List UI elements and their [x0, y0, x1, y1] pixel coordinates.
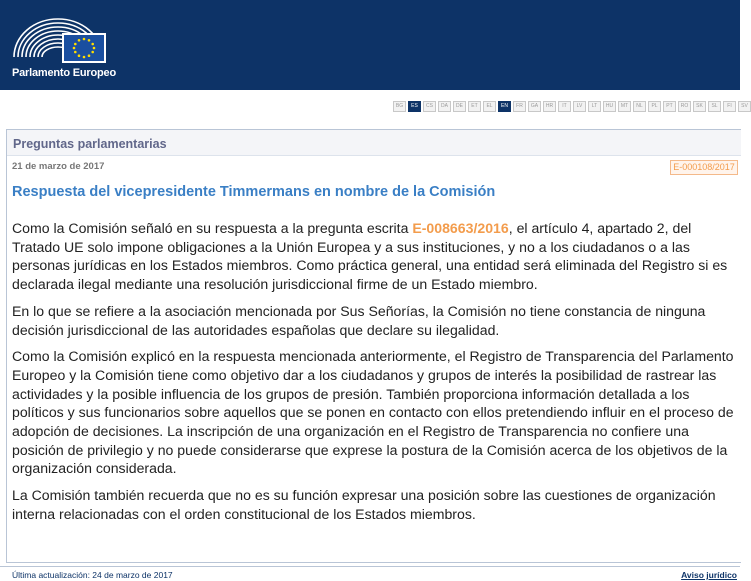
paragraph-2: En lo que se refiere a la asociación mencionada por Sus Señorías, la Comisión no tiene constancia de ninguna decisión jurisdiccional de las autoridades españolas que declare su ilegalidad. [12, 302, 706, 338]
paragraph-3: Como la Comisión explicó en la respuesta mencionada anteriormente, el Registro de Transparencia del Parlamento Europeo y la Comisión tiene como objetivo dar a los ciudadanos y grupos de interés la posibilidad de rastrear las actividades y la posible influencia de los grupos de presión. También proporciona información detallada a los políticos y sus funcionarios sobre aquellos que se ponen en contacto con ellos pretendiendo influir en el proceso de adopción de decisiones. La inscripción de una organización en el Registro de Transparencia no confiere una posición de privilegio y no puede considerarse que exprese la postura de la Comisión acerca de los objetivos de la organización considerada. [12, 348, 734, 477]
page-footer [0, 566, 740, 581]
legal-notice-link[interactable]: Aviso jurídico [681, 570, 737, 580]
lang-sl-button[interactable]: SL [708, 101, 721, 112]
lang-lt-button[interactable]: LT [588, 101, 601, 112]
answer-title: Respuesta del vicepresidente Timmermans en nombre de la Comisión [12, 184, 496, 200]
language-selector [393, 101, 751, 112]
lang-el-button[interactable]: EL [483, 101, 496, 112]
section-header [7, 130, 741, 156]
lang-sv-button[interactable]: SV [738, 101, 751, 112]
referenced-question-link[interactable]: E-008663/2016 [412, 220, 509, 236]
lang-de-button[interactable]: DE [453, 101, 466, 112]
paragraph-1-start: Como la Comisión señaló en su respuesta a la pregunta escrita [12, 220, 413, 236]
org-name: Parlamento Europeo [12, 67, 116, 79]
lang-sk-button[interactable]: SK [693, 101, 706, 112]
lang-hr-button[interactable]: HR [543, 101, 556, 112]
lang-it-button[interactable]: IT [558, 101, 571, 112]
lang-nl-button[interactable]: NL [633, 101, 646, 112]
lang-ro-button[interactable]: RO [678, 101, 691, 112]
lang-pt-button[interactable]: PT [663, 101, 676, 112]
last-update-text: Última actualización: 24 de marzo de 2017 [12, 570, 173, 580]
lang-lv-button[interactable]: LV [573, 101, 586, 112]
paragraph-1-end: , el artículo 4, apartado 2, del Tratado UE solo impone obligaciones a la Unión Europea y a sus instituciones, y no a los ciudadanos o a las personas jurídicas en los Estados miembros. Como práctica general, una entidad será eliminada del Registro si es declarada ilegal mediante una resolución jurisdiccional firme de un Estado miembro. [12, 220, 728, 293]
lang-da-button[interactable]: DA [438, 101, 451, 112]
section-title: Preguntas parlamentarias [13, 137, 167, 151]
lang-cs-button[interactable]: CS [423, 101, 436, 112]
lang-es-button[interactable]: ES [408, 101, 421, 112]
lang-hu-button[interactable]: HU [603, 101, 616, 112]
lang-et-button[interactable]: ET [468, 101, 481, 112]
question-reference-badge[interactable]: E-000108/2017 [670, 160, 738, 175]
paragraph-1 [12, 219, 738, 294]
answer-date: 21 de marzo de 2017 [12, 161, 105, 172]
lang-ga-button[interactable]: GA [528, 101, 541, 112]
paragraph-4: La Comisión también recuerda que no es su función expresar una posición sobre las cuestiones de organización interna relacionadas con el orden constitucional de los Estados miembros. [12, 487, 716, 522]
site-header [0, 0, 740, 90]
lang-fi-button[interactable]: FI [723, 101, 736, 112]
lang-bg-button[interactable]: BG [393, 101, 406, 112]
lang-en-button[interactable]: EN [498, 101, 511, 112]
lang-pl-button[interactable]: PL [648, 101, 661, 112]
answer-body [12, 219, 738, 532]
lang-mt-button[interactable]: MT [618, 101, 631, 112]
lang-fr-button[interactable]: FR [513, 101, 526, 112]
